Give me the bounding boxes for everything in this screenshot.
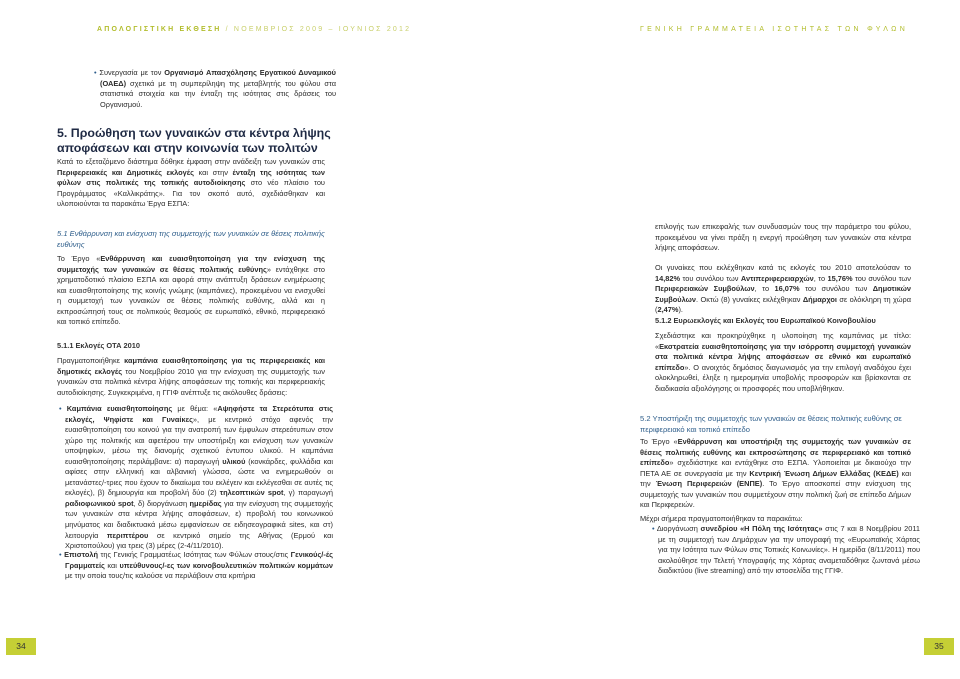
intro-bullet: • Συνεργασία με τον Οργανισμό Απασχόλησης Εργατικού Δυναμικού (ΟΑΕΔ) σχετικά με τη συμπερίληψη της μεταβλητής του φύλου στα στατιστικά στοιχεία και την ένταξη της ισότητας στις δράσεις του Οργανισμού. (92, 68, 336, 110)
page-number: 34 (6, 638, 36, 655)
section-5-1-1-title: 5.1.1 Εκλογές ΟΤΑ 2010 (57, 341, 140, 350)
section-5-2-title: 5.2 Υποστήριξη της συμμετοχής των γυναικών σε θέσεις πολιτικής ευθύνης σε περιφερειακό και τοπικό επίπεδο (640, 414, 902, 434)
running-header: ΓΕΝΙΚΗ ΓΡΑΜΜΑΤΕΙΑ ΙΣΟΤΗΤΑΣ ΤΩΝ ΦΥΛΩΝ (640, 26, 909, 33)
page-number: 35 (924, 638, 954, 655)
running-header: ΑΠΟΛΟΓΙΣΤΙΚΗ ΕΚΘΕΣΗ / ΝΟΕΜΒΡΙΟΣ 2009 – ΙΟΥΝΙΟΣ 2012 (97, 26, 412, 33)
section-5-1-1-text: Πραγματοποιήθηκε καμπάνια ευαισθητοποίησης για τις περιφερειακές και δημοτικές εκλογές του Νοεμβρίου 2010 για την ενίσχυση της συμμετοχής των γυναικών στα πολιτικά κέντρα λήψης αποφάσεων της τοπικής και περιφερειακής αυτοδιοίκησης. Συγκεκριμένα, η ΓΓΙΦ ανέπτυξε τις ακόλουθες δράσεις: (57, 356, 326, 397)
right-page (480, 0, 960, 679)
section-5-text: Κατά το εξεταζόμενο διάστημα δόθηκε έμφαση στην ανάδειξη των γυναικών στις Περιφερειακές και Δημοτικές εκλογές και στην ένταξη της ισότητας των φύλων στις πολιτικές της τοπικής αυτοδιοίκησης στο νέο πλαίσιο του Προγράμματος «Καλλικράτης». Για τον σκοπό αυτό, σχεδιάσθηκαν και υλοποιούνται τα παρακάτω Έργα ΕΣΠΑ: (57, 157, 326, 209)
election-results-text: Οι γυναίκες που εκλέχθηκαν κατά τις εκλογές του 2010 αποτελούσαν το 14,82% του συνόλου των Αντιπεριφερειαρχών, το 15,76% του συνόλου των Περιφερειακών Συμβούλων, το 16,07% του συνόλου των Δημοτικών Συμβούλων. Οκτώ (8) γυναίκες εκλέχθηκαν Δήμαρχοι σε ολόκληρη τη χώρα (2,47%). (655, 263, 911, 315)
section-5-1-2-title: 5.1.2 Ευρωεκλογές και Εκλογές του Ευρωπαϊκού Κοινοβουλίου (655, 316, 876, 325)
continued-text: επιλογής των επικεφαλής των συνδυασμών τους την παράμετρο του φύλου, προκειμένου να γίνει πράξη η ενεργή προώθηση των γυναικών στα κέντρα λήψης αποφάσεων. (655, 222, 911, 253)
section-5-1-text: Το Έργο «Ενθάρρυνση και ευαισθητοποίηση για την ενίσχυση της συμμετοχής των γυναικών σε θέσεις πολιτικής ευθύνης» εντάχθηκε στο χρηματοδοτικό πλαίσιο ΕΣΠΑ και αφορά στην ανάπτυξη δράσεων ενημέρωσης και ευαισθητοποίησης της κοινής γνώμης (καμπάνιες), προκειμένου να ενισχυθεί η συμμετοχή των γυναικών σε θέσεις πολιτικής ευθύνης, αλλά και η εκπροσώπησή τους σε πολιτικούς θεσμούς σε ευρωπαϊκό, εθνικό, περιφερειακό και τοπικό επίπεδο. (57, 254, 325, 327)
section-5-2-text: Το Έργο «Ενθάρρυνση και υποστήριξη της συμμετοχής των γυναικών σε θέσεις πολιτικής ευθύνης και εκπροσώπησης σε περιφερειακό και τοπικό επίπεδο» σχεδιάστηκε και εντάχθηκε στο ΕΣΠΑ. Υλοποιείται με δικαιούχο την ΠΕΤΑ ΑΕ σε συνεργασία με την Κεντρική Ένωση Δήμων Ελλάδας (ΚΕΔΕ) και την Ένωση Περιφερειών (ΕΝΠΕ). Το Έργο αποσκοπεί στην ενίσχυση της συμμετοχής των γυναικών που συμμετέχουν στην πολιτική ζωή σε επίπεδο Δήμων και Περιφερειών. (640, 437, 912, 510)
campaign-bullet: • Καμπάνια ευαισθητοποίησης με θέμα: «Αψηφήστε τα Στερεότυπα στις εκλογές, Ψηφίστε και Γυναίκες», με κεντρικό στόχο αφενός την ευαισθητοποίηση του κοινού για την ανατροπή των έμφυλων στερεότυπων στον χώρο της πολιτικής και αφετέρου την υποστήριξη και ενίσχυση των γυναικών υποψηφίων, μέσω της διανομής σχετικού έντυπου υλικού. Η καμπάνια ευαισθητοποίησης περιλάμβανε: α) παραγωγή υλικού (κονκάρδες, φυλλάδια και αφίσες στην ελληνική και αλβανική γλώσσα, ώστε να ενημερωθούν οι μετανάστες/-τριες που έχουν το δικαίωμα του εκλέγειν και εκλέγεσθαι σε αυτές τις εκλογές), β) δημιουργία και προβολή δύο (2) τηλεοπτικών spot, γ) παραγωγή ραδιοφωνικού spot, δ) διοργάνωση ημερίδας για την ενίσχυση της συμμετοχής των γυναικών στα κέντρα λήψης αποφάσεων, ε) προβολή του κοινωνικού μηνύματος και διαδικτυακά μέσω εμφανίσεων σε ειδησεογραφικά sites, και στ) λειτουργία περιπτέρου σε κεντρικό σημείο της Αθήνας (Ερμού και Χριστοπούλου) για τρεις (3) μέρες (2-4/11/2010). (57, 404, 333, 552)
conference-bullet: • Διοργάνωση συνεδρίου «Η Πόλη της Ισότητας» στις 7 και 8 Νοεμβρίου 2011 με τη συμμετοχή των Δημάρχων για την υπογραφή της «Ευρωπαϊκής Χάρτας για την Ισότητα των Φύλων στις Τοπικές Κοινωνίες». Η ημερίδα (8/11/2011) που ακολούθησε την Τελετή Υπογραφής της Χάρτας αναμεταδόθηκε ζωντανά μέσω διαδικτύου (live streaming) από την ιστοσελίδα της ΓΓΙΦ. (650, 524, 920, 577)
actions-intro: Μέχρι σήμερα πραγματοποιήθηκαν τα παρακάτω: (640, 514, 803, 523)
letter-bullet: • Επιστολή της Γενικής Γραμματέως Ισότητας των Φύλων στους/στις Γενικούς/-ές Γραμματείς και υπεύθυνους/-ες των κοινοβουλευτικών πολιτικών κομμάτων με την οποία τους/τις καλούσε να περιλάβουν στα κριτήρια (57, 550, 333, 582)
section-5-1-title: 5.1 Ενθάρρυνση και ενίσχυση της συμμετοχής των γυναικών σε θέσεις πολιτικής ευθύνης (57, 229, 325, 249)
section-5-1-2-text: Σχεδιάστηκε και προκηρύχθηκε η υλοποίηση της καμπάνιας με τίτλο: «Εκστρατεία ευαισθητοποίησης για την ισόρροπη συμμετοχή γυναικών στα πολιτικά κέντρα λήψης αποφάσεων σε εθνικό και ευρωπαϊκό επίπεδο». Ο ανοιχτός δημόσιος διαγωνισμός για την επιλογή αναδόχου έχει ολοκληρωθεί, έληξε η ημερομηνία υποβολής προσφορών και βρίσκονται σε διαδικασία αξιολόγησης οι προσφορές που υποβλήθηκαν. (655, 331, 911, 393)
section-5-title: 5. Προώθηση των γυναικών στα κέντρα λήψης αποφάσεων και στην κοινωνία των πολιτών (57, 126, 331, 155)
